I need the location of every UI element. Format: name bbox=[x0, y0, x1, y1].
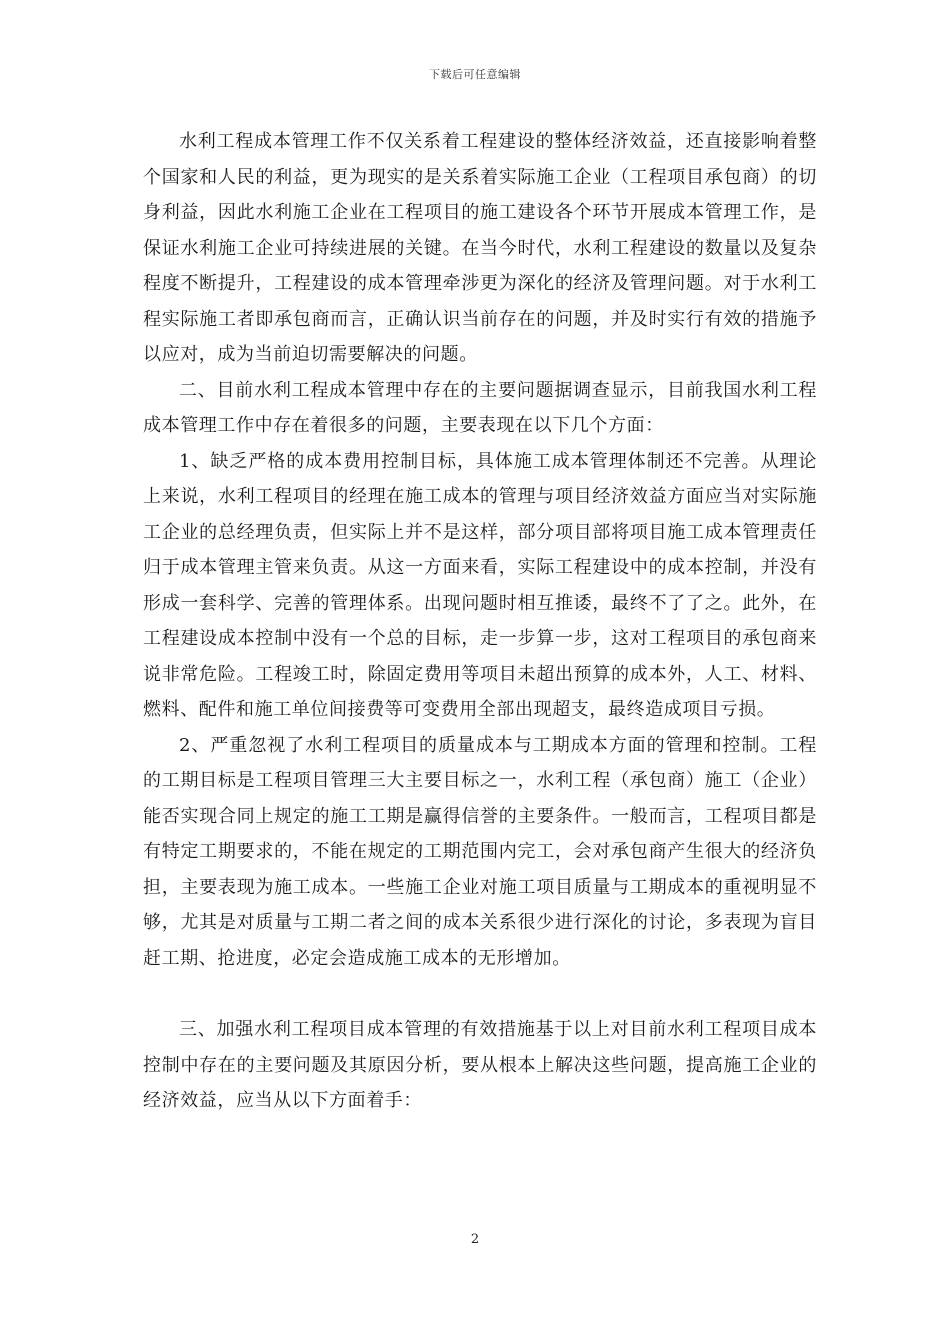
page-number: 2 bbox=[470, 1232, 480, 1247]
page-header: 下载后可任意编辑 bbox=[429, 68, 521, 81]
paragraph-intro: 水利工程成本管理工作不仅关系着工程建设的整体经济效益，还直接影响着整个国家和人民的利益，更为现实的是关系着实际施工企业（工程项目承包商）的切身利益，因此水利施工企业在工程项目的施工建设各个环节开展成本管理工作，是保证水利施工企业可持续进展的关键。在当今时代，水利工程建设的数量以及复杂程度不断提升，工程建设的成本管理牵涉更为深化的经济及管理问题。对于水利工程实际施工者即承包商而言，正确认识当前存在的问题，并及时实行有效的措施予以应对，成为当前迫切需要解决的问题。 bbox=[143, 131, 817, 365]
paragraph-section-2-heading: 二、目前水利工程成本管理中存在的主要问题据调查显示，目前我国水利工程成本管理工作中存在着很多的问题，主要表现在以下几个方面： bbox=[143, 379, 817, 436]
paragraph-section-3-heading: 三、加强水利工程项目成本管理的有效措施基于以上对目前水利工程项目成本控制中存在的主要问题及其原因分析，要从根本上解决这些问题，提高施工企业的经济效益，应当从以下方面着手： bbox=[143, 1019, 817, 1111]
paragraph-item-2: 2、严重忽视了水利工程项目的质量成本与工期成本方面的管理和控制。工程的工期目标是工程项目管理三大主要目标之一，水利工程（承包商）施工（企业）能否实现合同上规定的施工工期是赢得信誉的主要条件。一般而言，工程项目都是有特定工期要求的，不能在规定的工期范围内完工，会对承包商产生很大的经济负担，主要表现为施工成本。一些施工企业对施工项目质量与工期成本的重视明显不够，尤其是对质量与工期二者之间的成本关系很少进行深化的讨论，多表现为盲目赶工期、抢进度，必定会造成施工成本的无形增加。 bbox=[143, 734, 817, 969]
document-body bbox=[143, 124, 817, 1119]
paragraph-item-1: 1、缺乏严格的成本费用控制目标，具体施工成本管理体制还不完善。从理论上来说，水利工程项目的经理在施工成本的管理与项目经济效益方面应当对实际施工企业的总经理负责，但实际上并不是这样，部分项目部将项目施工成本管理责任归于成本管理主管来负责。从这一方面来看，实际工程建设中的成本控制，并没有形成一套科学、完善的管理体系。出现问题时相互推诿，最终不了了之。此外，在工程建设成本控制中没有一个总的目标，走一步算一步，这对工程项目的承包商来说非常危险。工程竣工时，除固定费用等项目未超出预算的成本外，人工、材料、燃料、配件和施工单位间接费等可变费用全部出现超支，最终造成项目亏损。 bbox=[143, 450, 817, 720]
blank-line bbox=[143, 976, 817, 1012]
